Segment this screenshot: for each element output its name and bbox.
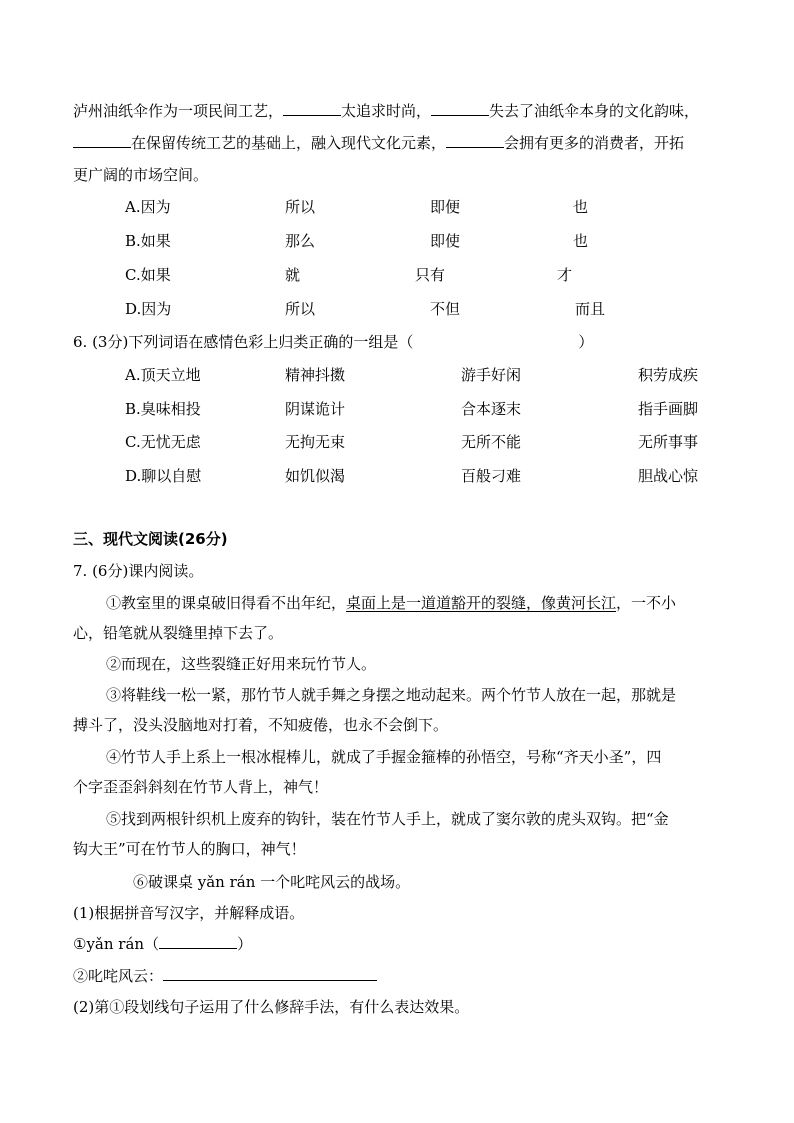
sub-question-1b <box>73 965 377 987</box>
option-word: 积劳成疾 <box>638 366 699 384</box>
text-segment: 太追求时尚， <box>341 102 432 120</box>
answer-blank[interactable] <box>73 133 131 148</box>
option-label: D.聊以自慰 <box>125 467 202 485</box>
text-segment: ） <box>237 935 253 953</box>
passage-p5-line1: ⑤找到两根针织机上废弃的钩针，装在竹节人手上，就成了窦尔敦的虎头双钩。把“金 <box>106 810 669 828</box>
option-label: C.无忧无虑 <box>125 433 201 451</box>
question-7-stem: 7. (6分)课内阅读。 <box>73 562 204 580</box>
question-text: 6. (3分)下列词语在感情色彩上归类正确的一组是（ <box>73 333 414 351</box>
q6-option-row-c <box>125 431 725 453</box>
option-word: 就 <box>285 266 301 284</box>
text-segment: 在保留传统工艺的基础上，融入现代文化元素， <box>131 134 447 152</box>
option-word: 指手画脚 <box>638 400 699 418</box>
option-label: D.因为 <box>125 300 172 318</box>
option-word: 精神抖擞 <box>285 366 346 384</box>
option-word: 阴谋诡计 <box>285 400 346 418</box>
option-row-b <box>125 230 725 252</box>
section-title: 三、现代文阅读(26分) <box>73 530 228 548</box>
intro-line-1 <box>73 100 699 122</box>
option-word: 而且 <box>575 300 606 318</box>
q6-option-row-d <box>125 465 725 487</box>
option-word: 无拘无束 <box>285 433 346 451</box>
option-word: 也 <box>573 198 589 216</box>
sub-question-1: (1)根据拼音写汉字，并解释成语。 <box>73 904 305 922</box>
option-word: 如饥似渴 <box>285 467 346 485</box>
answer-blank[interactable] <box>446 133 504 148</box>
option-word: 才 <box>557 266 573 284</box>
option-label: B.如果 <box>125 232 171 250</box>
option-word: 即便 <box>430 198 461 216</box>
option-row-c <box>125 264 725 286</box>
option-word: 无所事事 <box>638 433 699 451</box>
q6-option-row-b <box>125 398 725 420</box>
option-row-a <box>125 196 725 218</box>
text-segment: ②叱咤风云： <box>73 967 164 985</box>
option-word: 不但 <box>430 300 461 318</box>
text-segment: ，一不小 <box>616 594 677 612</box>
intro-line-3: 更广阔的市场空间。 <box>73 166 209 184</box>
answer-blank[interactable] <box>283 101 341 116</box>
option-word: 那么 <box>285 232 316 250</box>
text-segment: ①yǎn rán（ <box>73 935 160 953</box>
sub-question-1a <box>73 933 252 955</box>
option-label: A.因为 <box>125 198 171 216</box>
passage-p4-line1: ④竹节人手上系上一根冰棍棒儿，就成了手握金箍棒的孙悟空，号称“齐天小圣”，四 <box>106 748 662 766</box>
passage-p3-line1: ③将鞋线一松一紧，那竹节人就手舞之身摆之地动起来。两个竹节人放在一起，那就是 <box>106 686 677 704</box>
option-word: 合本逐末 <box>461 400 522 418</box>
passage-p4-line2: 个字歪歪斜斜刻在竹节人背上，神气！ <box>73 778 329 796</box>
option-word: 所以 <box>285 198 316 216</box>
answer-blank[interactable] <box>163 966 377 981</box>
intro-line-2 <box>73 132 684 154</box>
sub-question-2: (2)第①段划线句子运用了什么修辞手法，有什么表达效果。 <box>73 998 470 1016</box>
text-segment: 泸州油纸伞作为一项民间工艺， <box>73 102 284 120</box>
answer-paren[interactable]: ） <box>578 333 594 351</box>
option-label: C.如果 <box>125 266 171 284</box>
option-label: B.臭味相投 <box>125 400 201 418</box>
answer-blank[interactable] <box>431 101 489 116</box>
q6-option-row-a <box>125 364 725 386</box>
option-word: 百般刁难 <box>461 467 522 485</box>
option-word: 无所不能 <box>461 433 522 451</box>
passage-p6: ⑥破课桌 yǎn rán 一个叱咤风云的战场。 <box>133 873 411 891</box>
option-word: 胆战心惊 <box>638 467 699 485</box>
text-segment: 失去了油纸伞本身的文化韵味， <box>489 102 700 120</box>
passage-p2: ②而现在，这些裂缝正好用来玩竹节人。 <box>106 655 377 673</box>
option-word: 即使 <box>430 232 461 250</box>
option-label: A.顶天立地 <box>125 366 201 384</box>
option-word: 所以 <box>285 300 316 318</box>
text-segment: 会拥有更多的消费者，开拓 <box>504 134 685 152</box>
option-word: 游手好闲 <box>461 366 522 384</box>
passage-p1-line1 <box>106 592 676 614</box>
option-word: 只有 <box>415 266 446 284</box>
passage-p1-line2: 心，铅笔就从裂缝里掉下去了。 <box>73 624 284 642</box>
passage-p3-line2: 搏斗了，没头没脑地对打着，不知疲倦，也永不会倒下。 <box>73 716 449 734</box>
passage-p5-line2: 钩大王”可在竹节人的胸口，神气！ <box>73 840 306 858</box>
text-segment: ①教室里的课桌破旧得看不出年纪， <box>106 594 347 612</box>
option-word: 也 <box>573 232 589 250</box>
underlined-sentence: 桌面上是一道道豁开的裂缝，像黄河长江 <box>346 594 617 612</box>
option-row-d <box>125 298 725 320</box>
question-6-stem <box>73 331 593 353</box>
answer-blank[interactable] <box>159 934 237 949</box>
